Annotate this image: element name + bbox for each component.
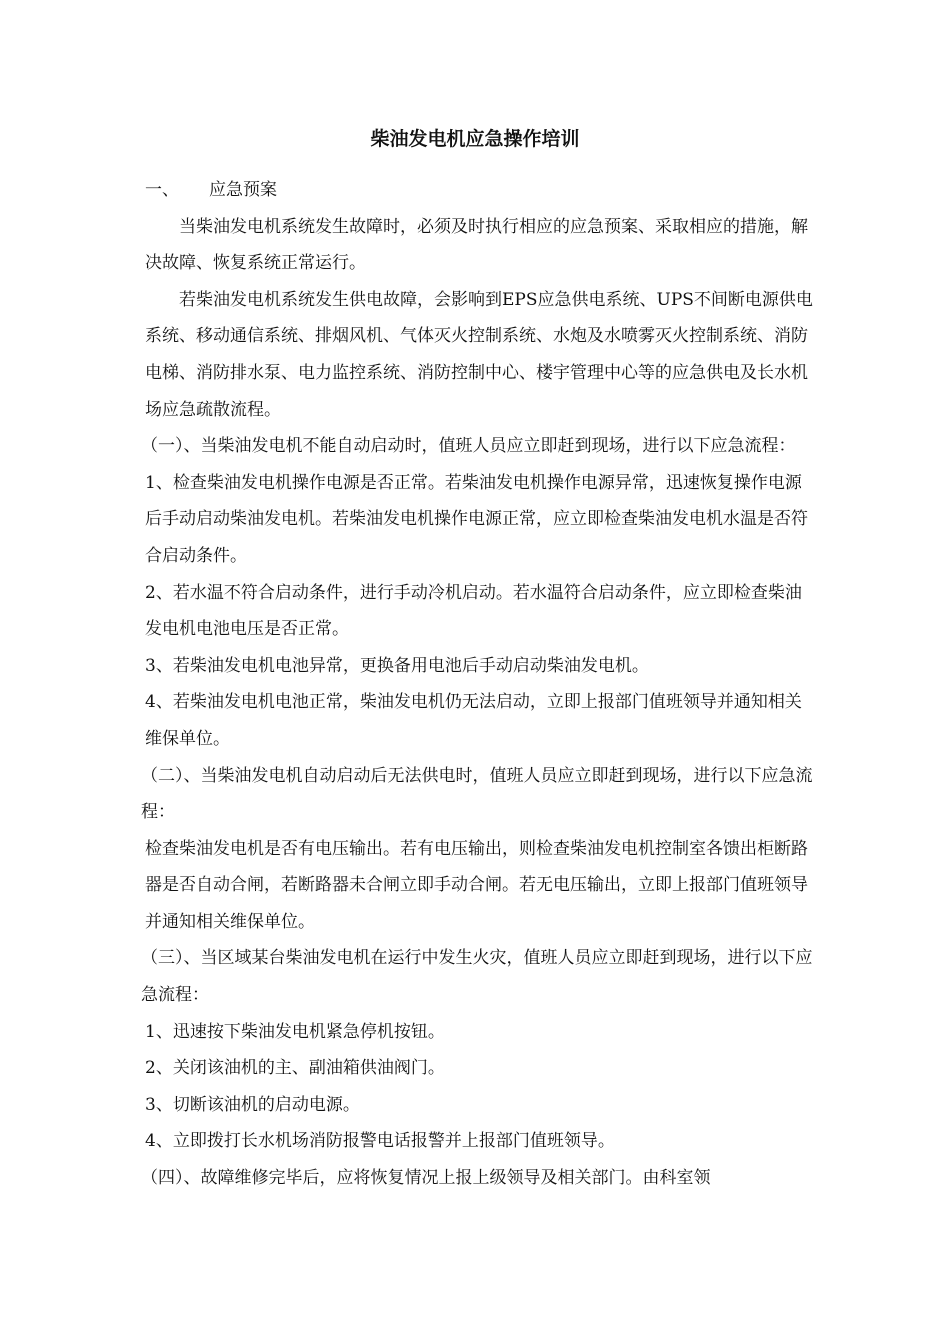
case-heading-fire: （三）、当区域某台柴油发电机在运行中发生火灾，值班人员应立即赶到现场，进行以下应急流程： bbox=[141, 948, 813, 1006]
paragraph-fault-response: 当柴油发电机系统发生故障时，必须及时执行相应的应急预案、采取相应的措施，解决故障、恢复系统正常运行。 bbox=[145, 216, 808, 274]
case1-step-4: 4、若柴油发电机电池正常，柴油发电机仍无法启动，立即上报部门值班领导并通知相关维保单位。 bbox=[145, 692, 802, 749]
case1-step-3: 3、若柴油发电机电池异常，更换备用电池后手动启动柴油发电机。 bbox=[145, 655, 649, 676]
section-number: 一、 bbox=[145, 180, 179, 200]
case-heading-no-power-supply: （二）、当柴油发电机自动启动后无法供电时，值班人员应立即赶到现场，进行以下应急流程： bbox=[141, 765, 813, 823]
case1-step-1: 1、检查柴油发电机操作电源是否正常。若柴油发电机操作电源异常，迅速恢复操作电源后手动启动柴油发电机。若柴油发电机操作电源正常，应立即检查柴油发电机水温是否符合启动条件。 bbox=[145, 472, 808, 566]
section-heading-emergency-plan bbox=[145, 172, 815, 209]
paragraph-power-failure-impact: 若柴油发电机系统发生供电故障，会影响到EPS应急供电系统、UPS不间断电源供电系统、移动通信系统、排烟风机、气体灭火控制系统、水炮及水喷雾灭火控制系统、消防电梯、消防排水泵、电力监控系统、消防控制中心、楼宇管理中心等的应急供电及长水机场应急疏散流程。 bbox=[145, 289, 813, 420]
section-heading-text: 应急预案 bbox=[209, 180, 277, 200]
case3-step-2: 2、关闭该油机的主、副油箱供油阀门。 bbox=[145, 1058, 445, 1079]
case1-step-2: 2、若水温不符合启动条件，进行手动冷机启动。若水温符合启动条件，应立即检查柴油发电机电池电压是否正常。 bbox=[145, 582, 802, 640]
document-body bbox=[141, 172, 815, 1197]
case3-step-4: 4、立即拨打长水机场消防报警电话报警并上报部门值班领导。 bbox=[145, 1131, 615, 1152]
case3-step-1: 1、迅速按下柴油发电机紧急停机按钮。 bbox=[145, 1021, 445, 1042]
case-heading-after-repair: （四）、故障维修完毕后，应将恢复情况上报上级领导及相关部门。由科室领 bbox=[141, 1168, 711, 1189]
case3-step-3: 3、切断该油机的启动电源。 bbox=[145, 1094, 360, 1115]
document-title: 柴油发电机应急操作培训 bbox=[370, 128, 580, 150]
case-heading-no-auto-start: （一）、当柴油发电机不能自动启动时，值班人员应立即赶到现场，进行以下应急流程： bbox=[141, 436, 796, 457]
case2-body: 检查柴油发电机是否有电压输出。若有电压输出，则检查柴油发电机控制室各馈出柜断路器是否自动合闸，若断路器未合闸立即手动合闸。若无电压输出，立即上报部门值班领导并通知相关维保单位。 bbox=[145, 838, 808, 932]
